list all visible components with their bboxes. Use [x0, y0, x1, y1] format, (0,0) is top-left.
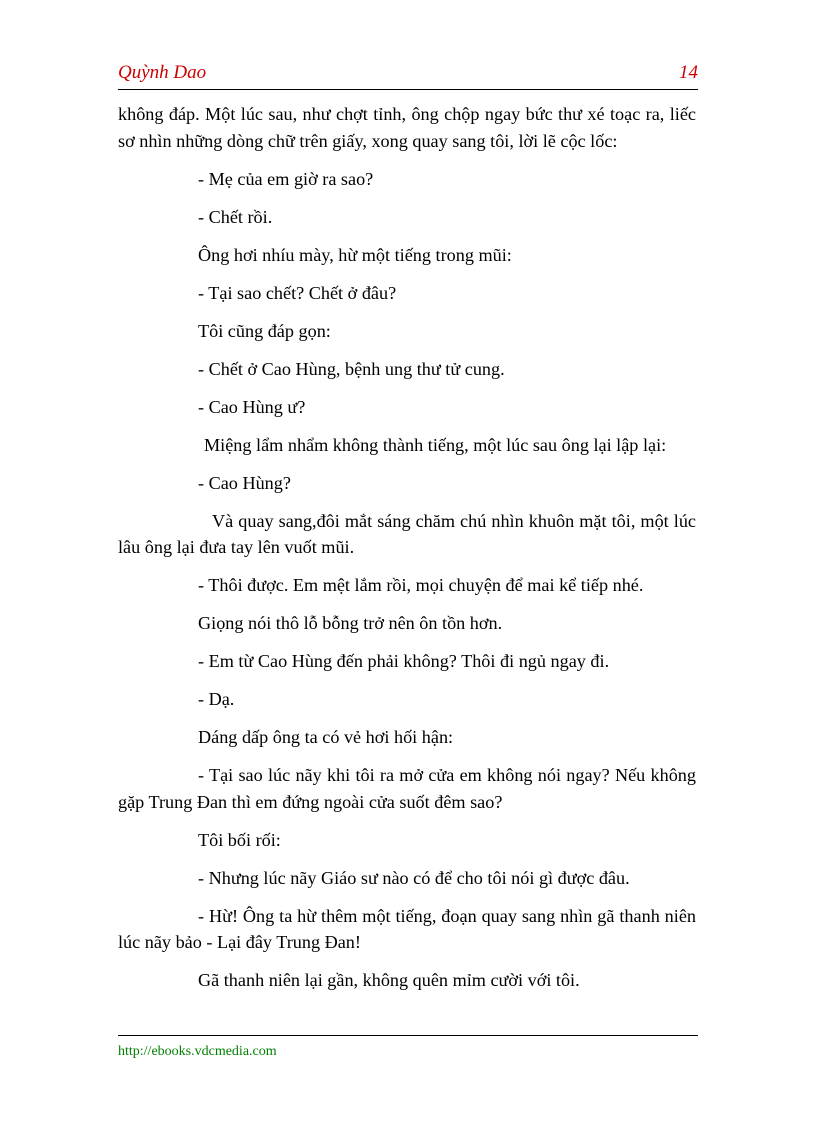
paragraph: - Tại sao chết? Chết ở đâu?	[198, 282, 397, 303]
paragraph: Tôi bối rối:	[198, 829, 281, 850]
paragraph: - Tại sao lúc nãy khi tôi ra mở cửa em không nói ngay? Nếu không gặp Trung Đan thì em đứng ngoài cửa suốt đêm sao?	[118, 765, 696, 812]
page-body	[118, 101, 696, 1005]
paragraph: Và quay sang,đôi mắt sáng chăm chú nhìn khuôn mặt tôi, một lúc lâu ông lại đưa tay lên vuốt mũi.	[118, 510, 696, 557]
paragraph: - Mẹ của em giờ ra sao?	[198, 168, 374, 189]
paragraph: - Thôi được. Em mệt lắm rồi, mọi chuyện để mai kể tiếp nhé.	[198, 575, 644, 595]
paragraph: Miệng lẩm nhẩm không thành tiếng, một lúc sau ông lại lập lại:	[204, 434, 667, 455]
footer-divider	[118, 1035, 698, 1036]
header-page-number: 14	[679, 62, 698, 83]
paragraph: Tôi cũng đáp gọn:	[198, 320, 331, 341]
header-author: Quỳnh Dao	[118, 62, 207, 83]
paragraph: Dáng dấp ông ta có vẻ hơi hối hận:	[198, 727, 454, 747]
paragraph: không đáp. Một lúc sau, như chợt tỉnh, ông chộp ngay bức thư xé toạc ra, liếc sơ nhìn những dòng chữ trên giấy, xong quay sang tôi, lời lẽ cộc lốc:	[118, 104, 696, 151]
page-header	[118, 62, 698, 86]
paragraph: - Cao Hùng?	[198, 472, 291, 493]
paragraph: - Cao Hùng ư?	[198, 396, 306, 417]
footer-link[interactable]: http://ebooks.vdcmedia.com	[118, 1044, 277, 1059]
paragraph: Ông hơi nhíu mày, hừ một tiếng trong mũi:	[198, 244, 512, 265]
paragraph: - Dạ.	[198, 689, 235, 709]
paragraph: Gã thanh niên lại gần, không quên mỉm cười với tôi.	[198, 970, 580, 990]
paragraph: Giọng nói thô lỗ bỗng trở nên ôn tồn hơn.	[198, 613, 503, 633]
paragraph: - Chết rồi.	[198, 206, 273, 227]
header-divider	[118, 89, 698, 90]
paragraph: - Em từ Cao Hùng đến phải không? Thôi đi ngủ ngay đi.	[198, 651, 610, 671]
paragraph: - Nhưng lúc nãy Giáo sư nào có để cho tôi nói gì được đâu.	[198, 867, 630, 888]
paragraph: - Hừ! Ông ta hừ thêm một tiếng, đoạn quay sang nhìn gã thanh niên lúc nãy bảo - Lại đây Trung Đan!	[118, 905, 696, 952]
paragraph: - Chết ở Cao Hùng, bệnh ung thư tử cung.	[198, 358, 505, 379]
